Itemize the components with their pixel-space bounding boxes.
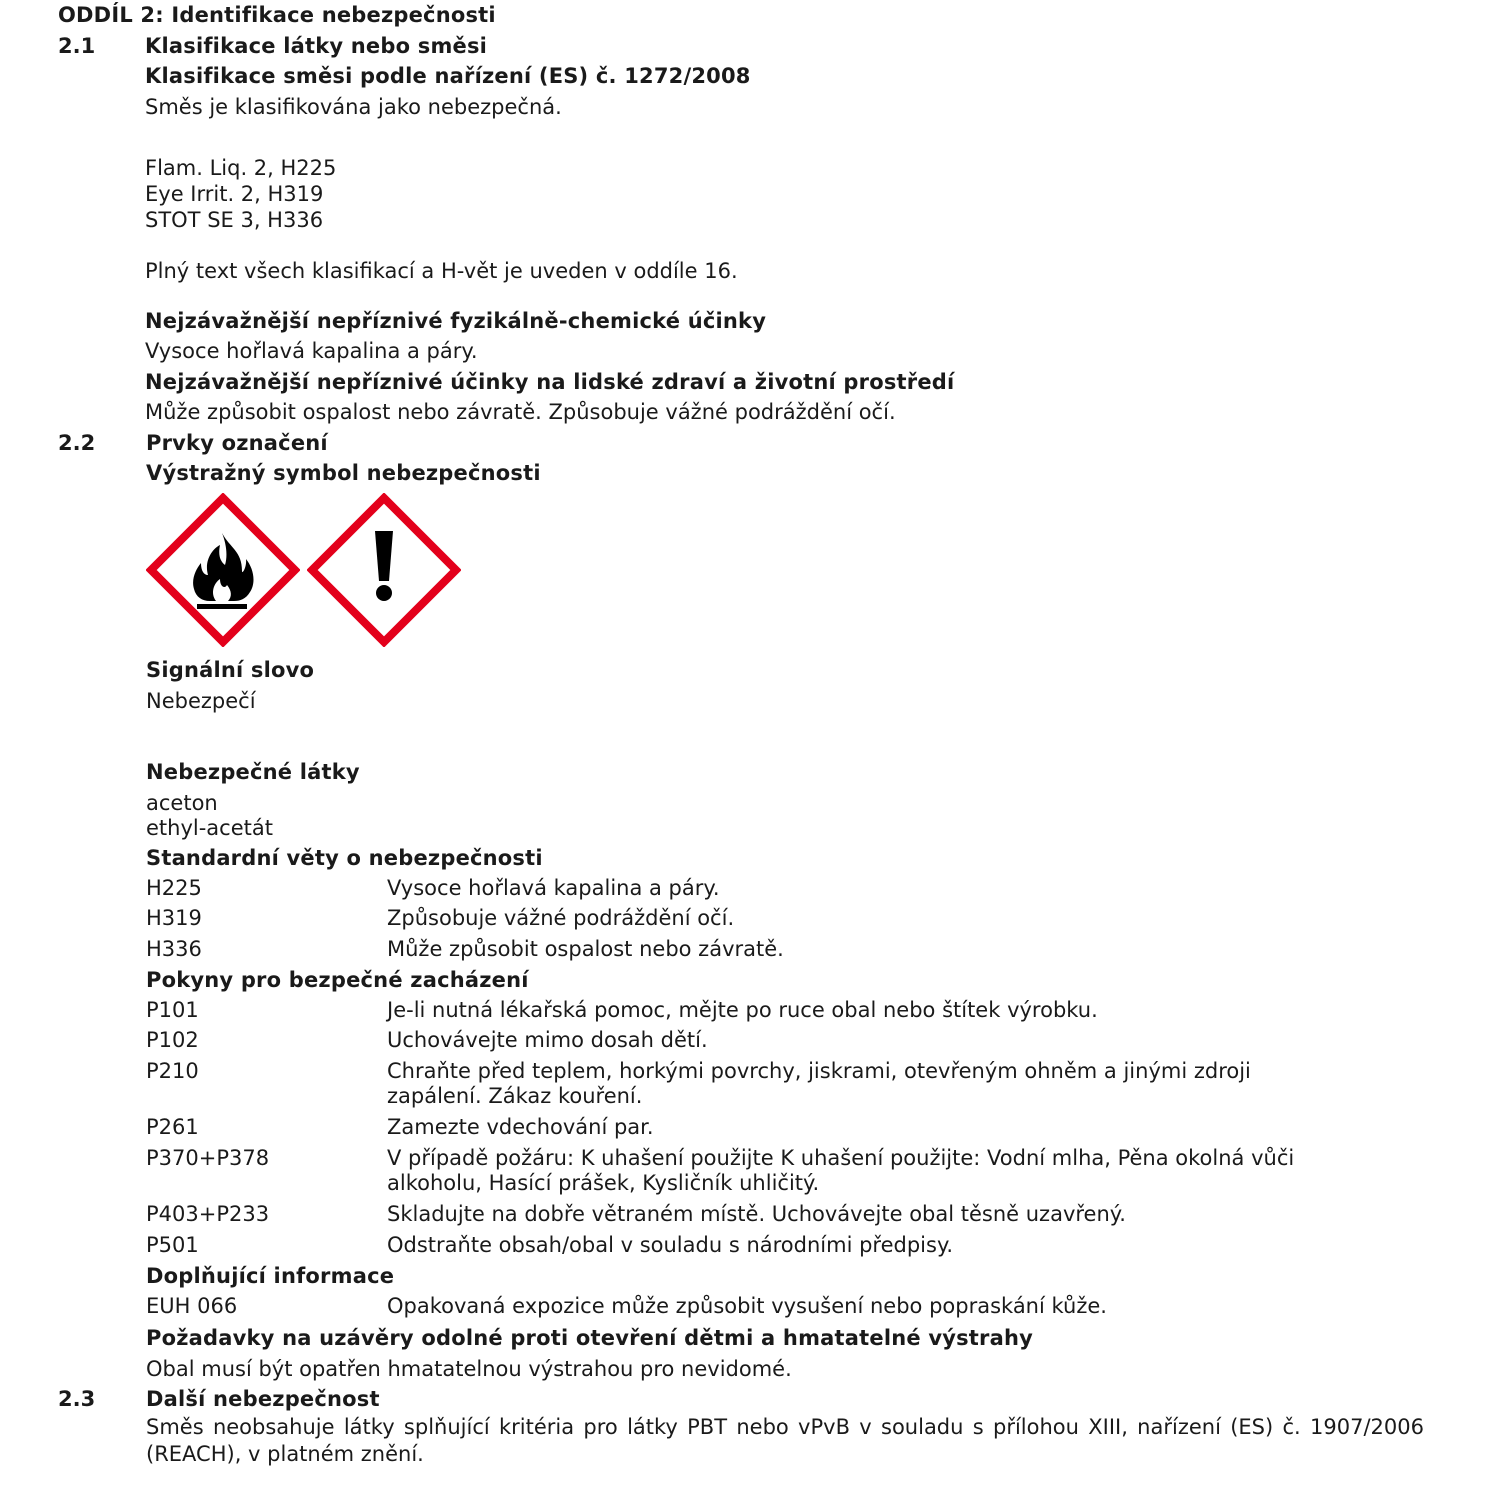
classification-heading: Klasifikace směsi podle nařízení (ES) č. 1272/2008 bbox=[145, 64, 751, 88]
p-statement-text: Chraňte před teplem, horkými povrchy, jiskrami, otevřeným ohněm a jinými zdroji bbox=[387, 1059, 1251, 1083]
p-statements-heading: Pokyny pro bezpečné zacházení bbox=[146, 968, 529, 992]
exclamation-pictogram bbox=[307, 493, 461, 647]
subsection-heading-2-1: Klasifikace látky nebo směsi bbox=[145, 34, 488, 58]
p-statement-code: P501 bbox=[146, 1233, 199, 1257]
h-statement-code: H225 bbox=[146, 876, 202, 900]
classification-item: STOT SE 3, H336 bbox=[145, 208, 324, 232]
substances-heading: Nebezpečné látky bbox=[146, 760, 360, 784]
closure-heading: Požadavky na uzávěry odolné proti otevření dětmi a hmatatelné výstrahy bbox=[146, 1326, 1034, 1350]
signal-word: Nebezpečí bbox=[146, 689, 256, 713]
section-title: ODDÍL 2: Identifikace nebezpečnosti bbox=[58, 3, 496, 27]
classification-item: Eye Irrit. 2, H319 bbox=[145, 182, 324, 206]
p-statement-text-continued: zapálení. Zákaz kouření. bbox=[387, 1084, 643, 1108]
euh-code: EUH 066 bbox=[146, 1294, 238, 1318]
physchem-heading: Nejzávažnější nepříznivé fyzikálně-chemické účinky bbox=[145, 309, 767, 333]
p-statement-text: Je-li nutná lékařská pomoc, mějte po ruce obal nebo štítek výrobku. bbox=[387, 998, 1098, 1022]
substance-item: aceton bbox=[146, 791, 218, 815]
h-statements-heading: Standardní věty o nebezpečnosti bbox=[146, 846, 543, 870]
subsection-heading-2-2: Prvky označení bbox=[146, 431, 328, 455]
subsection-number-2-3: 2.3 bbox=[58, 1387, 96, 1411]
physchem-text: Vysoce hořlavá kapalina a páry. bbox=[145, 339, 478, 363]
h-statement-text: Vysoce hořlavá kapalina a páry. bbox=[387, 876, 720, 900]
subsection-number-2-2: 2.2 bbox=[58, 431, 96, 455]
h-statement-code: H336 bbox=[146, 937, 202, 961]
p-statement-code: P370+P378 bbox=[146, 1146, 270, 1170]
p-statement-code: P403+P233 bbox=[146, 1202, 270, 1226]
p-statement-text: Skladujte na dobře větraném místě. Uchovávejte obal těsně uzavřený. bbox=[387, 1202, 1126, 1226]
p-statement-code: P261 bbox=[146, 1115, 199, 1139]
subsection-number-2-1: 2.1 bbox=[58, 34, 96, 58]
h-statement-text: Způsobuje vážné podráždění očí. bbox=[387, 906, 735, 930]
euh-text: Opakovaná expozice může způsobit vysušení nebo popraskání kůže. bbox=[387, 1294, 1107, 1318]
p-statement-code: P102 bbox=[146, 1028, 199, 1052]
other-hazards-text: Směs neobsahuje látky splňující kritéria pro látky PBT nebo vPvB v souladu s přílohou XIII, nařízení (ES) č. 1907/2006 (REACH), v platném znění. bbox=[146, 1415, 1424, 1466]
substance-item: ethyl-acetát bbox=[146, 816, 273, 840]
closure-text: Obal musí být opatřen hmatatelnou výstrahou pro nevidomé. bbox=[146, 1357, 792, 1381]
classification-statement: Směs je klasifikována jako nebezpečná. bbox=[145, 95, 562, 119]
h-statement-text: Může způsobit ospalost nebo závratě. bbox=[387, 937, 784, 961]
health-heading: Nejzávažnější nepříznivé účinky na lidské zdraví a životní prostředí bbox=[145, 370, 955, 394]
extra-info-heading: Doplňující informace bbox=[146, 1264, 395, 1288]
p-statement-text-continued: alkoholu, Hasící prášek, Kysličník uhličitý. bbox=[387, 1171, 820, 1195]
health-text: Může způsobit ospalost nebo závratě. Způsobuje vážné podráždění očí. bbox=[145, 400, 896, 424]
h-statement-code: H319 bbox=[146, 906, 202, 930]
flame-pictogram bbox=[146, 493, 300, 647]
p-statement-text: Uchovávejte mimo dosah dětí. bbox=[387, 1028, 708, 1052]
classification-item: Flam. Liq. 2, H225 bbox=[145, 156, 337, 180]
p-statement-code: P101 bbox=[146, 998, 199, 1022]
p-statement-code: P210 bbox=[146, 1059, 199, 1083]
symbol-heading: Výstražný symbol nebezpečnosti bbox=[146, 461, 541, 485]
p-statement-text: V případě požáru: K uhašení použijte K uhašení použijte: Vodní mlha, Pěna okolná vůči bbox=[387, 1146, 1295, 1170]
subsection-heading-2-3: Další nebezpečnost bbox=[146, 1387, 380, 1411]
signal-word-heading: Signální slovo bbox=[146, 658, 315, 682]
p-statement-text: Odstraňte obsah/obal v souladu s národními předpisy. bbox=[387, 1233, 954, 1257]
p-statement-text: Zamezte vdechování par. bbox=[387, 1115, 654, 1139]
fulltext-note: Plný text všech klasifikací a H-vět je uveden v oddíle 16. bbox=[145, 259, 738, 283]
